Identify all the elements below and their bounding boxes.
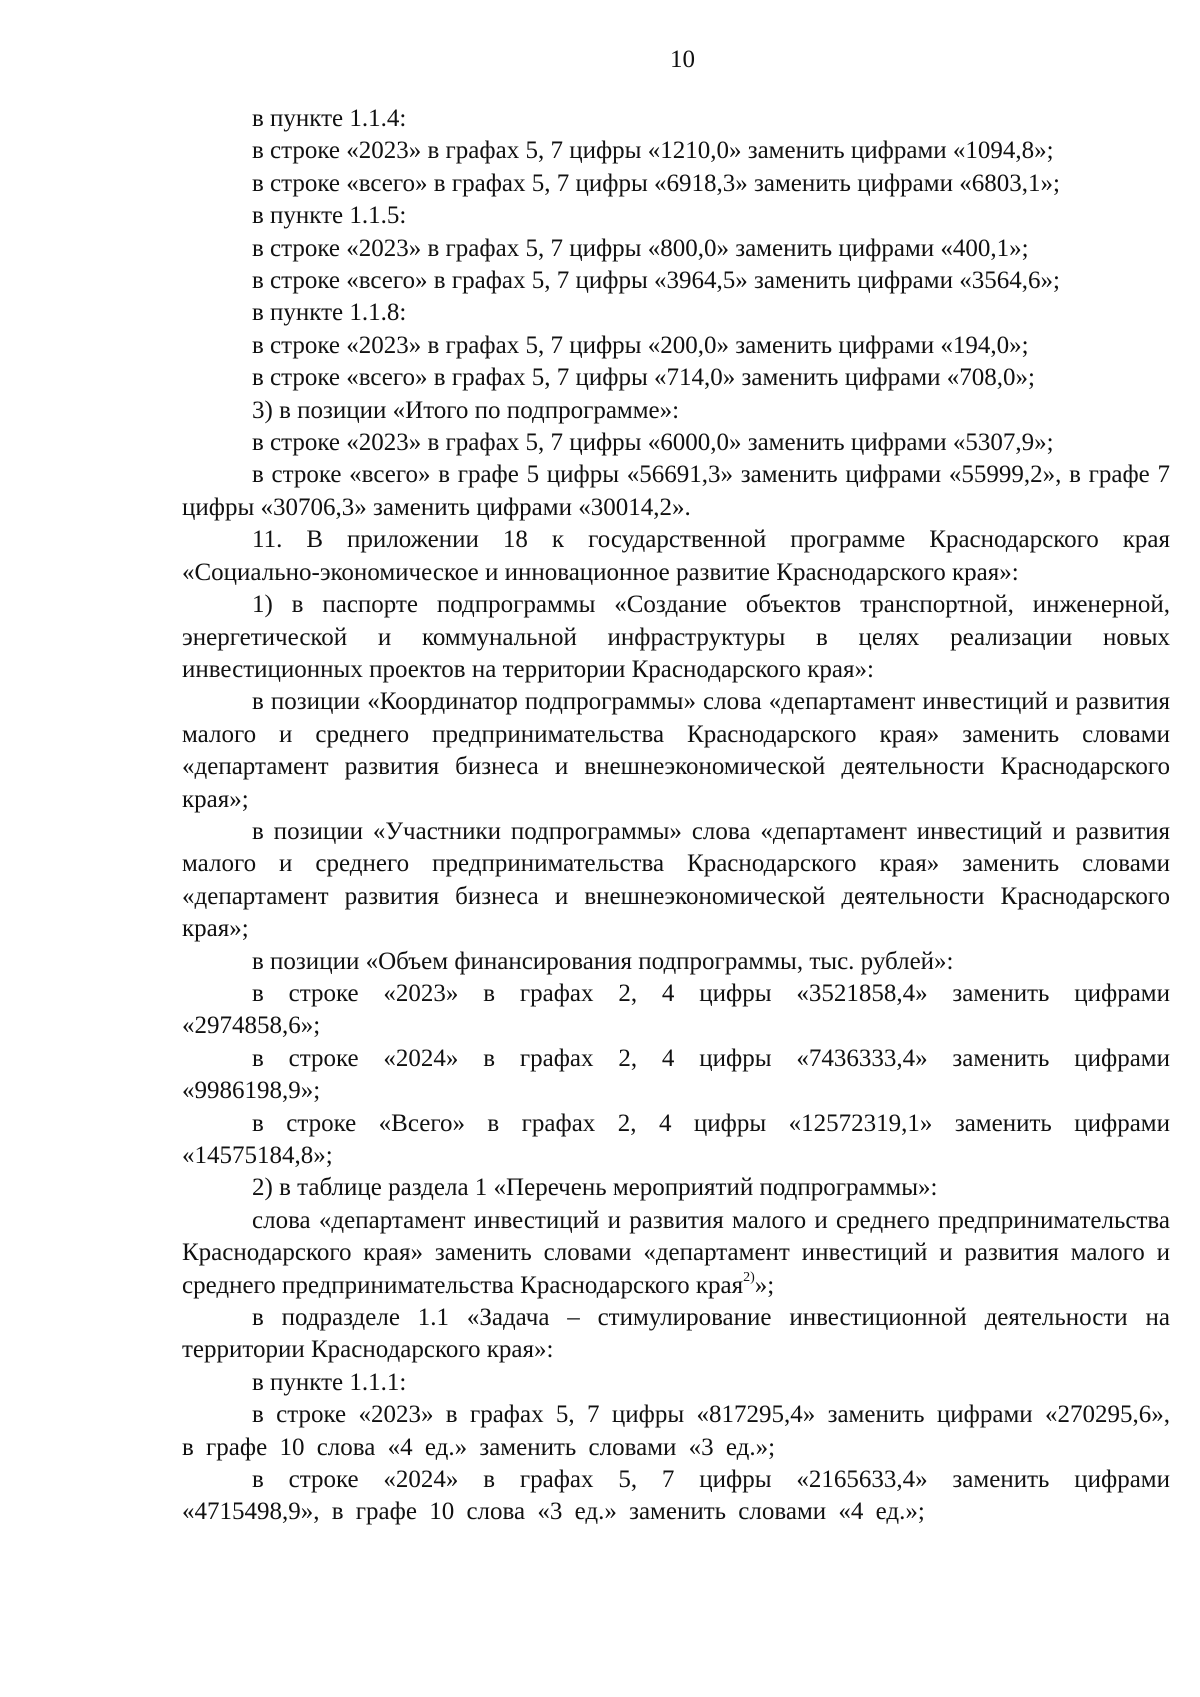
page-number: 10 [670,46,695,73]
paragraph-text: слова «департамент инвестиций и развития малого и среднего предпринимательства Краснодарского края» заменить словами «департамент инвестиций и развития малого и среднего предпринимательства Краснодарского края [182,1206,1170,1299]
paragraph: в позиции «Участники подпрограммы» слова «департамент инвестиций и развития малого и среднего предпринимательства Краснодарского края» заменить словами «департамент развития бизнеса и внешнеэкономической деятельности Краснодарского края»; [182,817,1170,943]
document-body [182,103,1170,1529]
paragraph: в позиции «Координатор подпрограммы» слова «департамент инвестиций и развития малого и среднего предпринимательства Краснодарского края» заменить словами «департамент развития бизнеса и внешнеэкономической деятельности Краснодарского края»; [182,688,1170,813]
paragraph-with-footnote [182,1205,1170,1302]
paragraph: 2) в таблице раздела 1 «Перечень мероприятий подпрограммы»: [252,1174,938,1202]
paragraph: в пункте 1.1.8: [252,299,407,327]
paragraph: в строке «2024» в графах 2, 4 цифры «7436333,4» заменить цифрами «9986198,9»; [182,1044,1170,1105]
paragraph: в строке «всего» в графе 5 цифры «56691,3» заменить цифрами «55999,2», в графе 7 цифры «30706,3» заменить цифрами «30014,2». [182,461,1170,521]
paragraph: в пункте 1.1.4: [252,105,407,132]
paragraph: в строке «Всего» в графах 2, 4 цифры «12572319,1» заменить цифрами «14575184,8»; [182,1109,1170,1169]
paragraph: в подразделе 1.1 «Задача – стимулирование инвестиционной деятельности на территории Краснодарского края»: [182,1304,1170,1364]
paragraph: 11. В приложении 18 к государственной программе Краснодарского края «Социально-экономическое и инновационное развитие Краснодарского края»: [182,526,1170,586]
paragraph: в строке «2023» в графах 5, 7 цифры «6000,0» заменить цифрами «5307,9»; [252,429,1054,457]
paragraph: 3) в позиции «Итого по подпрограмме»: [252,396,680,424]
paragraph: в пункте 1.1.1: [252,1368,407,1396]
paragraph-text-end: »; [754,1271,775,1299]
paragraph: 1) в паспорте подпрограммы «Создание объектов транспортной, инженерной, энергетической и коммунальной инфраструктуры в целях реализации новых инвестиционных проектов на территории Краснодарского края»: [182,591,1170,683]
paragraph: в строке «2024» в графах 5, 7 цифры «2165633,4» заменить цифрами «4715498,9», в графе 10 слова «3 ед.» заменить словами «4 ед.»; [182,1466,1170,1526]
paragraph: в строке «2023» в графах 5, 7 цифры «1210,0» заменить цифрами «1094,8»; [252,137,1054,165]
footnote-marker: 2) [743,1270,755,1286]
paragraph: в строке «всего» в графах 5, 7 цифры «3964,5» заменить цифрами «3564,6»; [252,267,1060,295]
paragraph: в позиции «Объем финансирования подпрограммы, тыс. рублей»: [252,947,954,975]
paragraph: в строке «всего» в графах 5, 7 цифры «6918,3» заменить цифрами «6803,1»; [252,169,1060,197]
paragraph: в строке «2023» в графах 2, 4 цифры «3521858,4» заменить цифрами «2974858,6»; [182,979,1170,1040]
paragraph: в строке «2023» в графах 5, 7 цифры «800,0» заменить цифрами «400,1»; [252,234,1029,262]
paragraph: в строке «всего» в графах 5, 7 цифры «714,0» заменить цифрами «708,0»; [252,364,1035,392]
paragraph: в пункте 1.1.5: [252,202,407,230]
paragraph: в строке «2023» в графах 5, 7 цифры «200,0» заменить цифрами «194,0»; [252,331,1029,359]
paragraph: в строке «2023» в графах 5, 7 цифры «817295,4» заменить цифрами «270295,6», в графе 10 слова «4 ед.» заменить словами «3 ед.»; [182,1401,1170,1461]
